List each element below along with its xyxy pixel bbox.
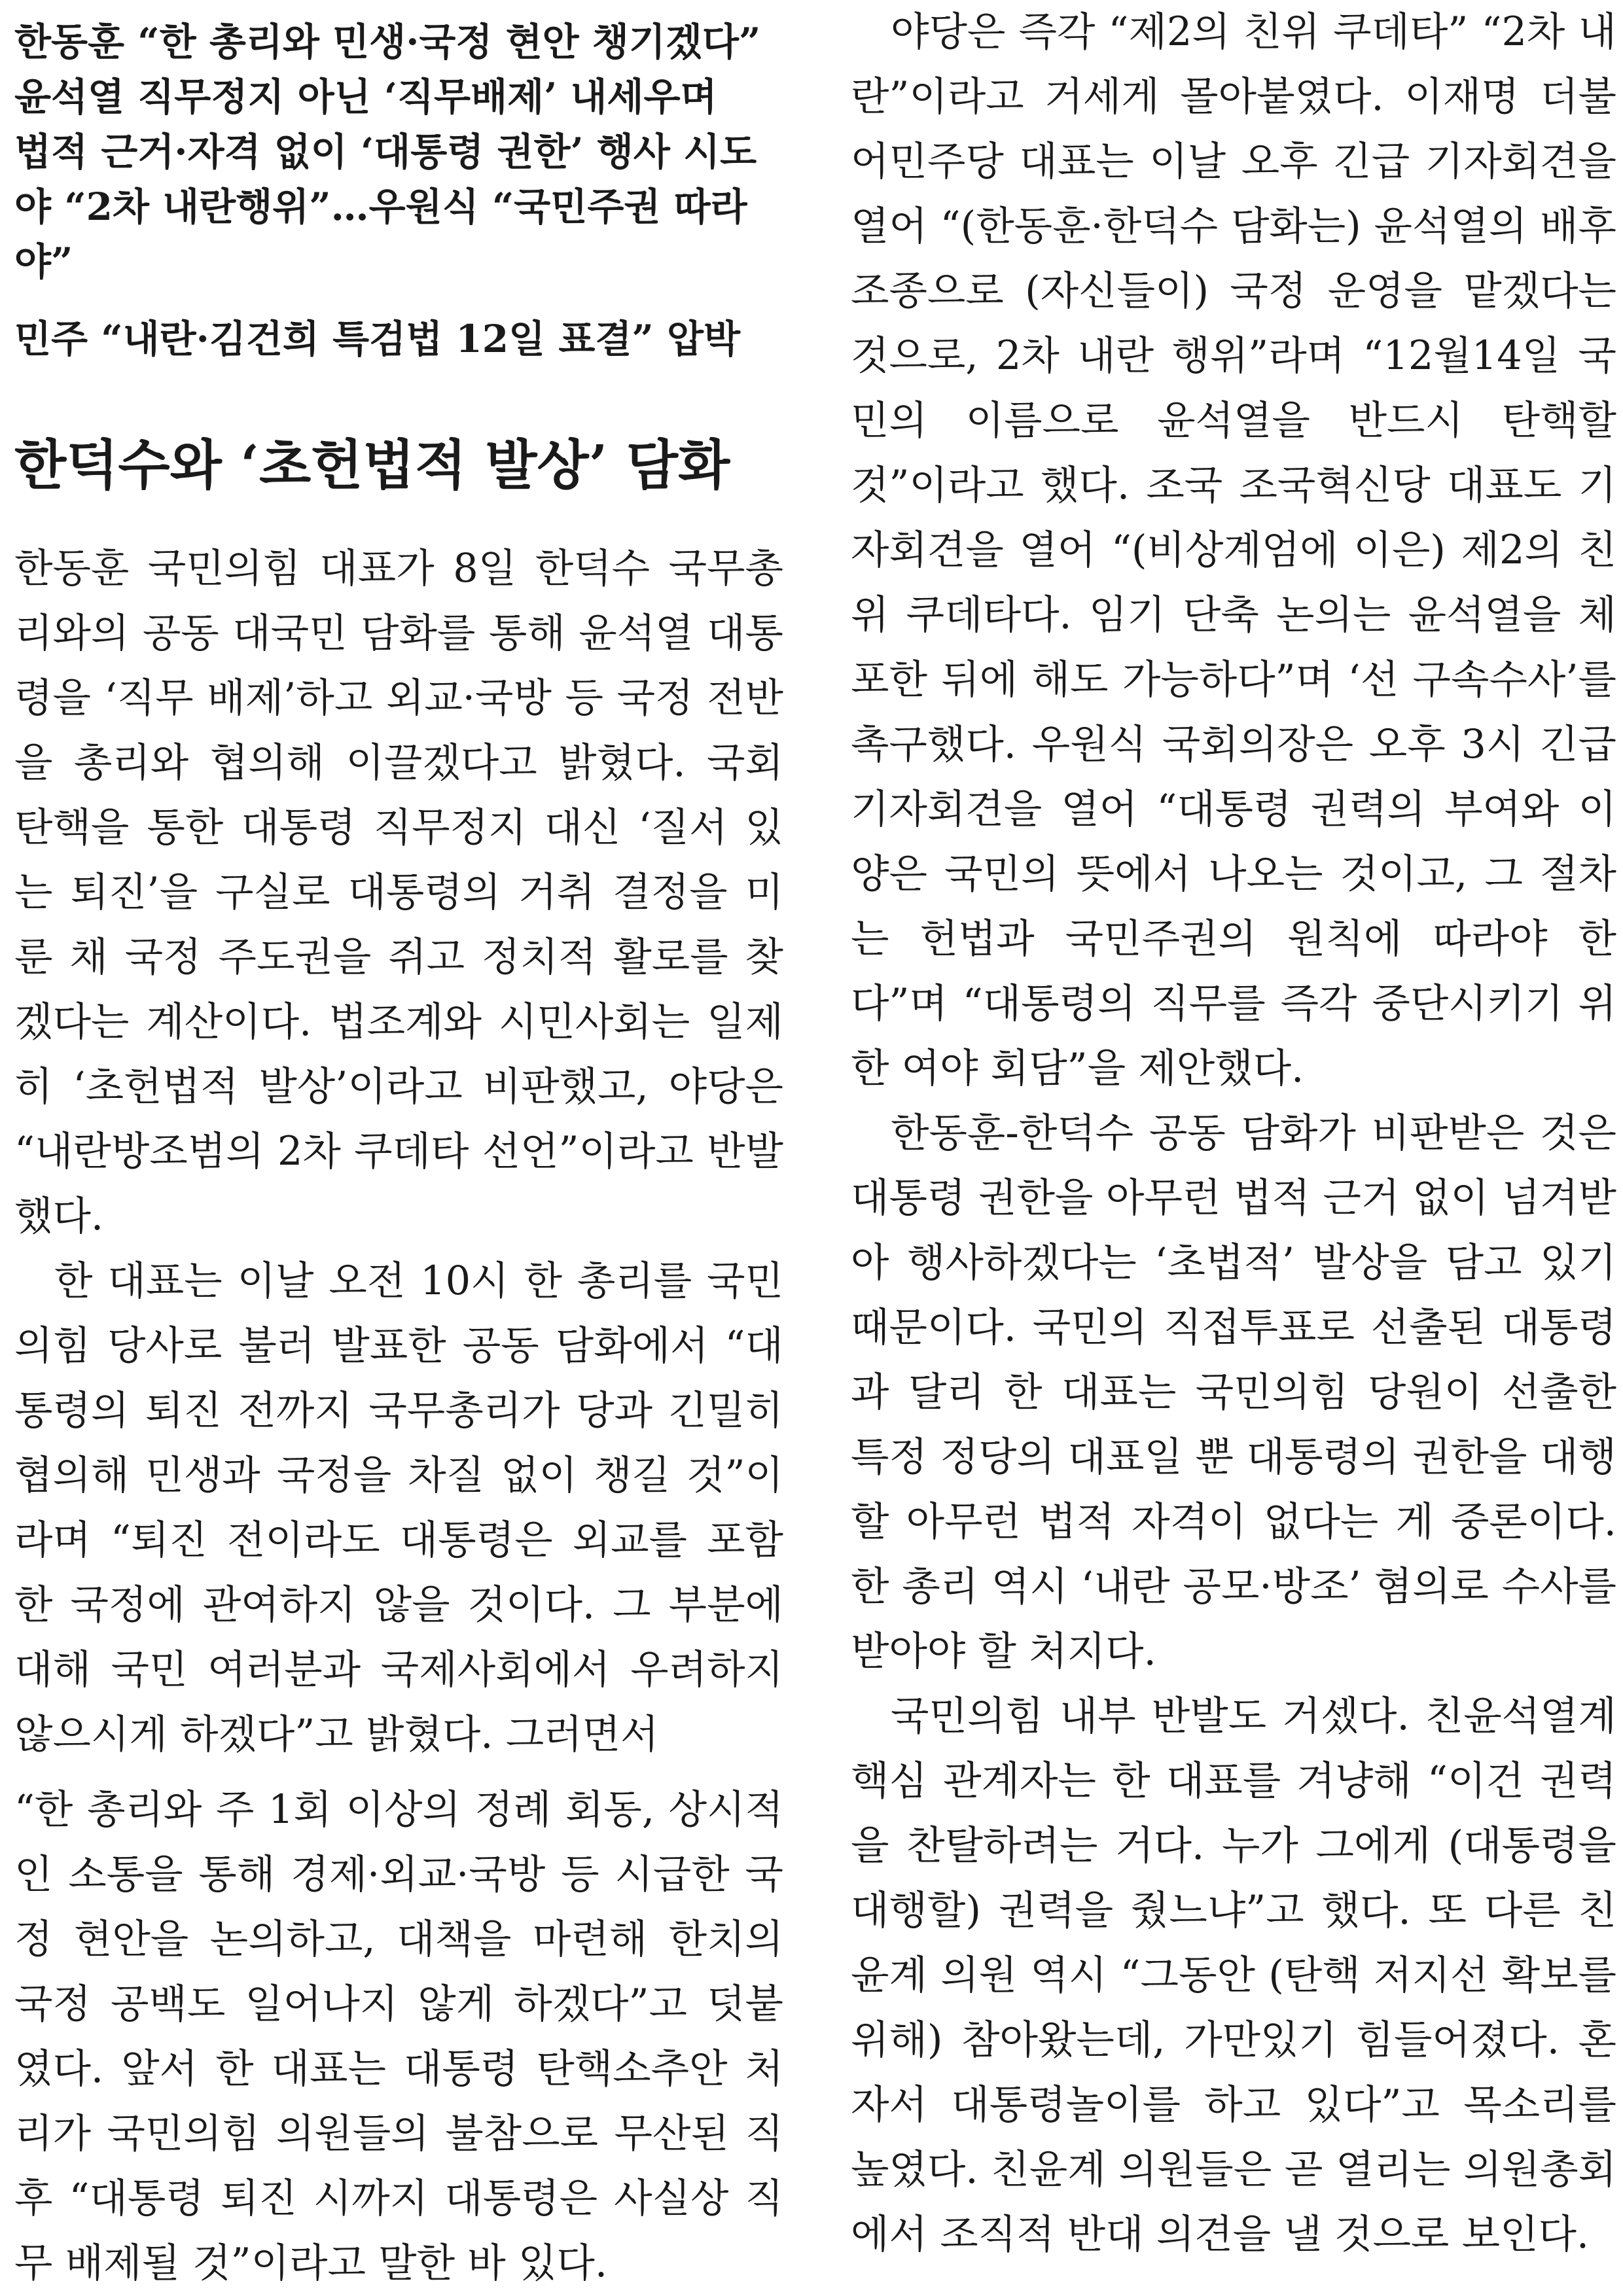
subhead-secondary: 민주 “내란·김건희 특검법 12일 표결” 압박 — [14, 317, 741, 361]
article-paragraph: 한동훈 국민의힘 대표가 8일 한덕수 국무총리와의 공동 대국민 담화를 통해 윤석열 대통령을 ‘직무 배제’하고 외교·국방 등 국정 전반을 총리와 협의해 이끌겠다고 밝혔다. 국회 탄핵을 통한 대통령 직무정지 대신 ‘질서 있는 퇴진’을 구실로 대통령의 거취 결정을 미룬 채 국정 주도권을 쥐고 정치적 활로를 찾겠다는 계산이다. 법조계와 시민사회는 일제히 ‘초헌법적 발상’이라고 비판했고, 야당은 “내란방조범의 2차 쿠데타 선언”이라고 반발했다. — [14, 546, 783, 1239]
article-paragraph: 야당은 즉각 “제2의 친위 쿠데타” “2차 내란”이라고 거세게 몰아붙였다. 이재명 더불어민주당 대표는 이날 오후 긴급 기자회견을 열어 “(한동훈·한덕수 담화는) 윤석열의 배후 조종으로 (자신들이) 국정 운영을 맡겠다는 것으로, 2차 내란 행위”라며 “12월14일 국민의 이름으로 윤석열을 반드시 탄핵할 것”이라고 했다. 조국 조국혁신당 대표도 기자회견을 열어 “(비상계엄에 이은) 제2의 친위 쿠데타다. 임기 단축 논의는 윤석열을 체포한 뒤에 해도 가능하다”며 ‘선 구속수사’를 촉구했다. 우원식 국회의장은 오후 3시 긴급 기자회견을 열어 “대통령 권력의 부여와 이양은 국민의 뜻에서 나오는 것이고, 그 절차는 헌법과 국민주권의 원칙에 따라야 한다”며 “대통령의 직무를 즉각 중단시키기 위한 여야 회담”을 제안했다. — [851, 9, 1616, 1091]
article-paragraph: 한 대표는 이날 오전 10시 한 총리를 국민의힘 당사로 불러 발표한 공동 담화에서 “대통령의 퇴진 전까지 국무총리가 당과 긴밀히 협의해 민생과 국정을 차질 없이 챙길 것”이라며 “퇴진 전이라도 대통령은 외교를 포함한 국정에 관여하지 않을 것이다. 그 부분에 대해 국민 여러분과 국제사회에서 우려하지 않으시게 하겠다”고 밝혔다. 그러면서 — [14, 1258, 783, 1757]
subhead-line: 한동훈 “한 총리와 민생·국정 현안 챙기겠다” — [14, 20, 761, 64]
subhead-line: 윤석열 직무정지 아닌 ‘직무배제’ 내세우며 — [14, 75, 717, 119]
subhead-line: 야 “2차 내란행위”…우원식 “국민주권 따라야” — [14, 185, 747, 284]
right-column — [851, 0, 1616, 2267]
subhead-block — [14, 14, 783, 289]
article-body-left — [14, 537, 783, 2296]
article-paragraph: “한 총리와 주 1회 이상의 정례 회동, 상시적인 소통을 통해 경제·외교·국방 등 시급한 국정 현안을 논의하고, 대책을 마련해 한치의 국정 공백도 일어나지 않게 하겠다”고 덧붙였다. 앞서 한 대표는 대통령 탄핵소추안 처리가 국민의힘 의원들의 불참으로 무산된 직후 “대통령 퇴진 시까지 대통령은 사실상 직무 배제될 것”이라고 말한 바 있다. — [14, 1787, 783, 2286]
section-title: 한덕수와 ‘초헌법적 발상’ 담화 — [14, 434, 730, 497]
subhead-line: 법적 근거·자격 없이 ‘대통령 권한’ 행사 시도 — [14, 130, 757, 174]
left-column — [14, 14, 783, 2296]
article-paragraph: 국민의힘 내부 반발도 거셌다. 친윤석열계 핵심 관계자는 한 대표를 겨냥해 “이건 권력을 찬탈하려는 거다. 누가 그에게 (대통령을 대행할) 권력을 줬느냐”고 했다. 또 다른 친윤계 의원 역시 “그동안 (탄핵 저지선 확보를 위해) 참아왔는데, 가만있기 힘들어졌다. 혼자서 대통령놀이를 하고 있다”고 목소리를 높였다. 친윤계 의원들은 곧 열리는 의원총회에서 조직적 반대 의견을 낼 것으로 보인다. — [851, 1693, 1616, 2257]
article-paragraph: 한동훈-한덕수 공동 담화가 비판받은 것은 대통령 권한을 아무런 법적 근거 없이 넘겨받아 행사하겠다는 ‘초법적’ 발상을 담고 있기 때문이다. 국민의 직접투표로 선출된 대통령과 달리 한 대표는 국민의힘 당원이 선출한 특정 정당의 대표일 뿐 대통령의 권한을 대행할 아무런 법적 자격이 없다는 게 중론이다. 한 총리 역시 ‘내란 공모·방조’ 혐의로 수사를 받아야 할 처지다. — [851, 1110, 1616, 1674]
